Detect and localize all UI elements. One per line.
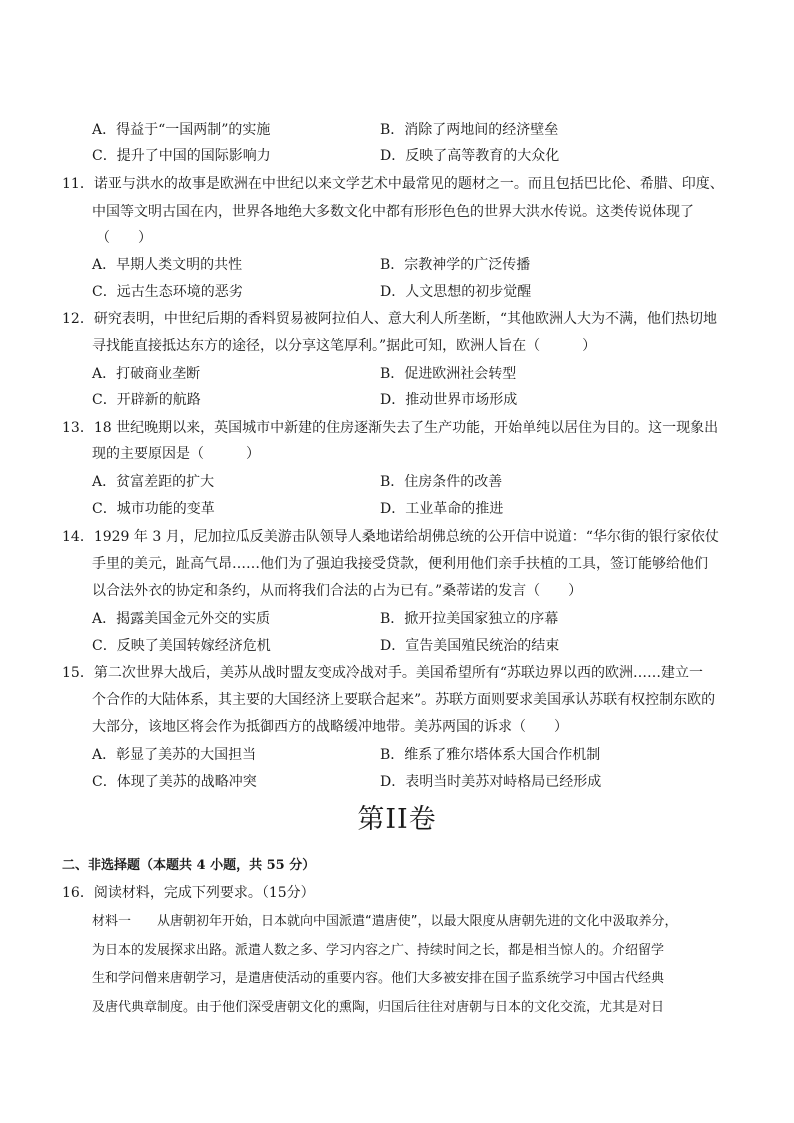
material-line-4: 及唐代典章制度。由于他们深受唐朝文化的熏陶，归国后往往对唐朝与日本的文化交流，尤其是对日 (92, 1000, 665, 1015)
q11-option-c[interactable]: C．远古生态环境的恶劣 (92, 284, 243, 300)
q10-option-c[interactable]: C．提升了中国的国际影响力 (92, 148, 271, 164)
q11-option-a[interactable]: A．早期人类文明的共性 (92, 257, 243, 273)
q13-stem-line-1: 13．18 世纪晚期以来，英国城市中新建的住房逐渐失去了生产功能，开始单纯以居住为目的。这一现象出 (62, 420, 719, 436)
q12-option-b[interactable]: B．促进欧洲社会转型 (380, 366, 517, 382)
volume-title: 第II卷 (357, 804, 437, 835)
q12-option-a[interactable]: A．打破商业垄断 (92, 366, 201, 382)
q12-stem-line-2: 寻找能直接抵达东方的途径，以分享这笔厚利。”据此可知，欧洲人旨在（ ） (92, 338, 597, 354)
q13-option-b[interactable]: B．住房条件的改善 (380, 474, 503, 490)
q15-option-b[interactable]: B．维系了雅尔塔体系大国合作机制 (380, 747, 601, 763)
section-heading: 二、非选择题（本题共 4 小题，共 55 分） (62, 858, 316, 873)
q12-stem-line-1: 12．研究表明，中世纪后期的香料贸易被阿拉伯人、意大利人所垄断，“其他欧洲人大为不满，他们热切地 (62, 311, 717, 327)
q15-option-c[interactable]: C．体现了美苏的战略冲突 (92, 774, 257, 790)
q10-option-b[interactable]: B．消除了两地间的经济壁垒 (380, 122, 559, 138)
q15-stem-line-3: 大部分，该地区将会作为抵御西方的战略缓冲地带。美苏两国的诉求（ ） (92, 719, 568, 735)
q11-stem-line-1: 11．诺亚与洪水的故事是欧洲在中世纪以来文学艺术中最常见的题材之一。而且包括巴比伦、希腊、印度、 (62, 176, 724, 192)
q14-stem-line-3: 以合法外衣的协定和条约，从而将我们合法的占为已有。”桑蒂诺的发言（ ） (92, 583, 583, 599)
q11-option-d[interactable]: D．人文思想的初步觉醒 (380, 284, 532, 300)
q15-option-a[interactable]: A．彰显了美苏的大国担当 (92, 747, 257, 763)
q13-option-a[interactable]: A．贫富差距的扩大 (92, 474, 215, 490)
q10-option-a[interactable]: A．得益于“一国两制”的实施 (92, 122, 271, 138)
q13-option-c[interactable]: C．城市功能的变革 (92, 501, 215, 517)
q12-option-d[interactable]: D．推动世界市场形成 (380, 392, 518, 408)
q14-option-d[interactable]: D．宣告美国殖民统治的结束 (380, 638, 560, 654)
q11-stem-line-2: 中国等文明古国在内，世界各地绝大多数文化中都有形形色色的世界大洪水传说。这类传说体现了 (92, 204, 694, 220)
q11-answer-blank: （ ） (96, 230, 152, 246)
q15-stem-line-1: 15．第二次世界大战后，美苏从战时盟友变成冷战对手。美国希望所有“苏联边界以西的欧洲……建立一 (62, 665, 703, 681)
q14-stem-line-1: 14．1929 年 3 月，尼加拉瓜反美游击队领导人桑地诺给胡佛总统的公开信中说道：“华尔街的银行家依仗 (62, 529, 719, 545)
q14-stem-line-2: 手里的美元，趾高气昂……他们为了强迫我接受贷款，便利用他们亲手扶植的工具，签订能够给他们 (92, 556, 708, 572)
q13-option-d[interactable]: D．工业革命的推进 (380, 501, 504, 517)
q13-stem-line-2: 现的主要原因是（ ） (92, 446, 260, 462)
material-line-2: 为日本的发展探求出路。派遣人数之多、学习内容之广、持续时间之长，都是相当惊人的。介绍留学 (92, 943, 665, 958)
q11-option-b[interactable]: B．宗教神学的广泛传播 (380, 257, 531, 273)
q10-option-d[interactable]: D．反映了高等教育的大众化 (380, 148, 560, 164)
material-line-3: 生和学问僧来唐朝学习，是遣唐使活动的重要内容。他们大多被安排在国子监系统学习中国古代经典 (92, 971, 665, 986)
q14-option-b[interactable]: B．掀开拉美国家独立的序幕 (380, 611, 559, 627)
material-line-1: 材料一 从唐朝初年开始，日本就向中国派遣“遣唐使”，以最大限度从唐朝先进的文化中汲取养分， (92, 914, 678, 929)
q15-stem-line-2: 个合作的大陆体系，其主要的大国经济上要联合起来”。苏联方面则要求美国承认苏联有权控制东欧的 (92, 692, 716, 708)
q14-option-c[interactable]: C．反映了美国转嫁经济危机 (92, 638, 271, 654)
q12-option-c[interactable]: C．开辟新的航路 (92, 392, 201, 408)
q14-option-a[interactable]: A．揭露美国金元外交的实质 (92, 611, 271, 627)
q15-option-d[interactable]: D．表明当时美苏对峙格局已经形成 (380, 774, 602, 790)
q16-stem: 16．阅读材料，完成下列要求。（15分） (62, 885, 315, 901)
